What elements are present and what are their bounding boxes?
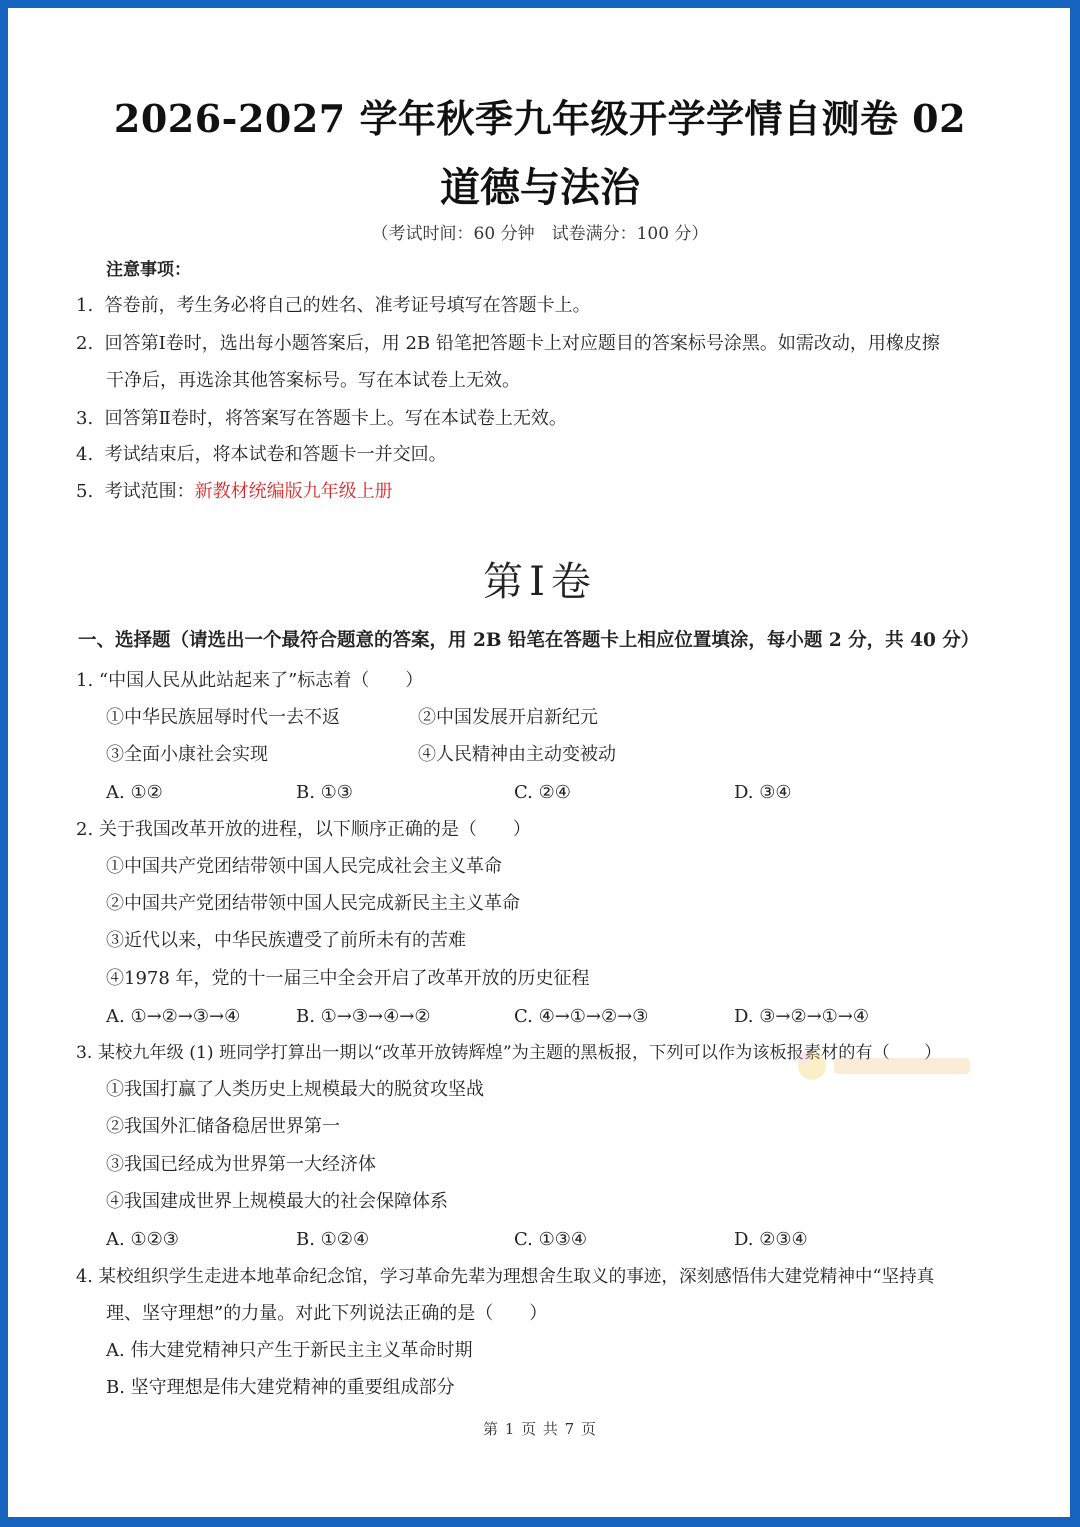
subject-title: 道德与法治	[440, 164, 640, 211]
question-1-stem: 1. “中国人民从此站起来了”标志着（ ）	[76, 670, 424, 691]
notes-heading: 注意事项：	[106, 260, 191, 280]
question-2-statement-2: ②中国共产党团结带领中国人民完成新民主主义革命	[106, 893, 520, 914]
question-2-choice-b: B. ①→③→④→②	[296, 1006, 431, 1027]
note-text: 回答第Ⅱ卷时，将答案写在答题卡上。写在本试卷上无效。	[104, 408, 567, 429]
note-item-5	[76, 479, 393, 505]
question-2-choice-a: A. ①→②→③→④	[106, 1006, 241, 1027]
question-3-statement-4: ④我国建成世界上规模最大的社会保障体系	[106, 1191, 448, 1212]
note-text: 回答第Ⅰ卷时，选出每小题答案后，用 2B 铅笔把答题卡上对应题目的答案标号涂黑。如需改动，用橡皮擦	[104, 333, 940, 354]
question-2-statement-4: ④1978 年，党的十一届三中全会开启了改革开放的历史征程	[106, 968, 590, 989]
page-footer: 第 1 页 共 7 页	[483, 1420, 597, 1438]
question-4-choice-a: A. 伟大建党精神只产生于新民主主义革命时期	[106, 1340, 473, 1361]
question-1-choice-c: C. ②④	[514, 782, 571, 803]
note-number: 2.	[76, 333, 94, 354]
question-1-statement-3: ③全面小康社会实现	[106, 744, 268, 765]
note-text: 答卷前，考生务必将自己的姓名、准考证号填写在答题卡上。	[104, 295, 591, 316]
question-3-choice-a: A. ①②③	[106, 1229, 179, 1250]
question-3-choice-c: C. ①③④	[514, 1229, 587, 1250]
question-3-choice-d: D. ②③④	[734, 1229, 808, 1250]
question-4-choice-b: B. 坚守理想是伟大建党精神的重要组成部分	[106, 1377, 455, 1398]
question-3-choice-b: B. ①②④	[296, 1229, 370, 1250]
exam-info: （考试时间：60 分钟 试卷满分：100 分）	[371, 224, 709, 244]
question-2-choice-d: D. ③→②→①→④	[734, 1006, 870, 1027]
question-3-statement-2: ②我国外汇储备稳居世界第一	[106, 1116, 340, 1137]
question-3-statement-1: ①我国打赢了人类历史上规模最大的脱贫攻坚战	[106, 1079, 484, 1100]
note-text: 考试结束后，将本试卷和答题卡一并交回。	[104, 444, 447, 465]
question-4-stem: 4. 某校组织学生走进本地革命纪念馆，学习革命先辈为理想舍生取义的事迹，深刻感悟伟大建党精神中“坚持真	[76, 1267, 935, 1287]
note-item-1	[76, 293, 591, 319]
question-3-statement-3: ③我国已经成为世界第一大经济体	[106, 1154, 376, 1175]
note-text: 考试范围：	[104, 481, 195, 502]
question-1-statement-4: ④人民精神由主动变被动	[418, 744, 616, 765]
question-4-stem-continued: 理、坚守理想”的力量。对此下列说法正确的是（ ）	[106, 1303, 548, 1324]
volume-title: 第Ⅰ卷	[483, 559, 597, 605]
note-number: 1.	[76, 295, 94, 316]
question-1-choice-d: D. ③④	[734, 782, 792, 803]
section-heading: 一、选择题（请选出一个最符合题意的答案，用 2B 铅笔在答题卡上相应位置填涂，每小题 2 分，共 40 分）	[78, 630, 980, 651]
question-1-statement-2: ②中国发展开启新纪元	[418, 707, 598, 728]
question-2-statement-1: ①中国共产党团结带领中国人民完成社会主义革命	[106, 856, 502, 877]
question-1-choice-a: A. ①②	[106, 782, 163, 803]
note-item-4	[76, 442, 447, 468]
note-item-2-continued: 干净后，再选涂其他答案标号。写在本试卷上无效。	[106, 370, 520, 391]
watermark-logo	[790, 1036, 980, 1096]
question-1-choice-b: B. ①③	[296, 782, 353, 803]
exam-title: 2026-2027 学年秋季九年级开学学情自测卷 02	[113, 96, 967, 141]
question-2-stem: 2. 关于我国改革开放的进程，以下顺序正确的是（ ）	[76, 819, 531, 840]
question-1-statement-1: ①中华民族屈辱时代一去不返	[106, 707, 340, 728]
note-number: 3.	[76, 408, 94, 429]
note-item-2	[76, 331, 940, 357]
note-number: 4.	[76, 444, 94, 465]
question-3-stem: 3. 某校九年级 (1) 班同学打算出一期以“改革开放铸辉煌”为主题的黑板报，下列可以作为该板报素材的有（ ）	[76, 1043, 942, 1063]
note-number: 5.	[76, 481, 94, 502]
question-2-choice-c: C. ④→①→②→③	[514, 1006, 649, 1027]
question-2-statement-3: ③近代以来，中华民族遭受了前所未有的苦难	[106, 930, 466, 951]
exam-scope-highlight: 新教材统编版九年级上册	[194, 481, 393, 502]
note-item-3	[76, 406, 567, 432]
